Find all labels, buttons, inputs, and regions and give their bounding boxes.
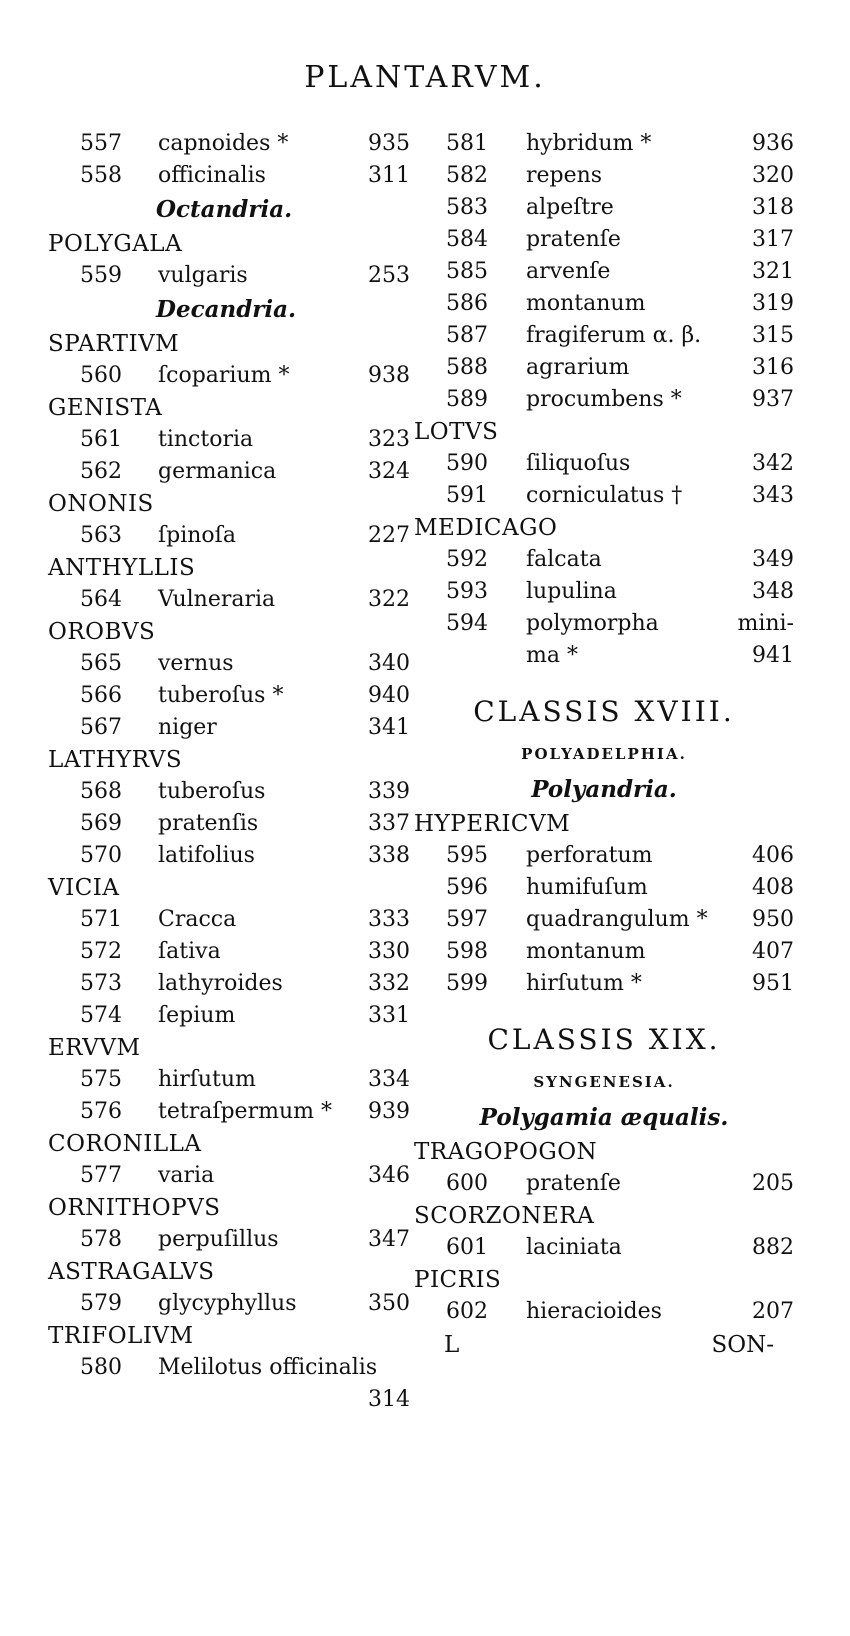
species-number: 579 (80, 1291, 122, 1316)
species-number: 573 (80, 971, 122, 996)
page-reference: 323 (368, 427, 410, 452)
species-entry-584 (414, 224, 794, 256)
species-entry-557 (48, 128, 410, 160)
species-name: niger (158, 715, 217, 740)
species-name: Melilotus officinalis (158, 1355, 378, 1380)
species-name: ſativa (158, 939, 221, 964)
page-reference: 333 (368, 907, 410, 932)
species-entry-594-continued (414, 640, 794, 672)
species-number: 560 (80, 363, 122, 388)
page-reference: 318 (752, 195, 794, 220)
species-number: 565 (80, 651, 122, 676)
species-entry-581 (414, 128, 794, 160)
species-entry-576 (48, 1096, 410, 1128)
species-number: 569 (80, 811, 122, 836)
species-entry-591 (414, 480, 794, 512)
species-number: 591 (446, 483, 488, 508)
order-heading-polygamia: Polygamia æqualis. (479, 1104, 729, 1131)
species-number: 584 (446, 227, 488, 252)
page-reference: 334 (368, 1067, 410, 1092)
species-entry-587 (414, 320, 794, 352)
classis-heading-xix: CLASSIS XIX. (487, 1023, 721, 1056)
species-entry-598 (414, 936, 794, 968)
page-reference: 350 (368, 1291, 410, 1316)
species-entry-583 (414, 192, 794, 224)
genus-heading-ornithopus: ORNITHOPVS (48, 1195, 221, 1221)
page-reference: 338 (368, 843, 410, 868)
genus-heading-vicia: VICIA (48, 875, 120, 901)
species-number: 568 (80, 779, 122, 804)
species-name: glycyphyllus (158, 1291, 297, 1316)
species-number: 601 (446, 1235, 488, 1260)
spacer (414, 1000, 794, 1016)
species-number: 559 (80, 263, 122, 288)
genus-heading-medicago: MEDICAGO (414, 515, 558, 541)
species-number: 596 (446, 875, 488, 900)
species-name: falcata (526, 547, 602, 572)
species-entry-558 (48, 160, 410, 192)
species-entry-559 (48, 260, 410, 292)
page-reference: 319 (752, 291, 794, 316)
page-reference: 339 (368, 779, 410, 804)
species-number: 585 (446, 259, 488, 284)
species-entry-570 (48, 840, 410, 872)
genus-heading-lathyrus: LATHYRVS (48, 747, 183, 773)
species-name: tetraſpermum * (158, 1099, 332, 1124)
species-entry-571 (48, 904, 410, 936)
species-name: latifolius (158, 843, 255, 868)
species-name: perforatum (526, 843, 653, 868)
species-name: Vulneraria (158, 587, 276, 612)
species-number: 600 (446, 1171, 488, 1196)
page-reference: 337 (368, 811, 410, 836)
species-entry-595 (414, 840, 794, 872)
species-name: pratenſe (526, 227, 621, 252)
page-reference: 316 (752, 355, 794, 380)
species-name: montanum (526, 291, 646, 316)
species-number: 598 (446, 939, 488, 964)
page-reference: 207 (752, 1299, 794, 1324)
species-entry-565 (48, 648, 410, 680)
page-reference: 951 (752, 971, 794, 996)
genus-heading-spartium: SPARTIVM (48, 331, 180, 357)
page-reference: 227 (368, 523, 410, 548)
page-reference: 406 (752, 843, 794, 868)
page-reference: 331 (368, 1003, 410, 1028)
page-footer (414, 1328, 794, 1362)
page-reference: 950 (752, 907, 794, 932)
species-entry-585 (414, 256, 794, 288)
species-name: hirſutum (158, 1067, 256, 1092)
page-reference: 317 (752, 227, 794, 252)
species-name: vulgaris (158, 263, 248, 288)
page-reference: 348 (752, 579, 794, 604)
species-entry-578 (48, 1224, 410, 1256)
species-number: 586 (446, 291, 488, 316)
species-name: hieracioides (526, 1299, 662, 1324)
genus-heading-anthyllis: ANTHYLLIS (48, 555, 196, 581)
species-name: ſpinoſa (158, 523, 236, 548)
species-number: 578 (80, 1227, 122, 1252)
species-name: Cracca (158, 907, 237, 932)
species-name: varia (158, 1163, 215, 1188)
species-entry-586 (414, 288, 794, 320)
species-number: 580 (80, 1355, 122, 1380)
species-name: procumbens * (526, 387, 682, 412)
order-heading-polyandria: Polyandria. (531, 776, 677, 803)
species-name: germanica (158, 459, 277, 484)
page-reference: 343 (752, 483, 794, 508)
species-name: arvenſe (526, 259, 611, 284)
species-number: 602 (446, 1299, 488, 1324)
species-name: humifuſum (526, 875, 648, 900)
species-number: 597 (446, 907, 488, 932)
species-entry-574 (48, 1000, 410, 1032)
species-name: quadrangulum * (526, 907, 708, 932)
species-name: pratenſis (158, 811, 259, 836)
species-number: 587 (446, 323, 488, 348)
genus-heading-hypericum: HYPERICVM (414, 811, 571, 837)
species-name: montanum (526, 939, 646, 964)
species-entry-564 (48, 584, 410, 616)
page-reference: 941 (752, 643, 794, 668)
species-number: 576 (80, 1099, 122, 1124)
page-reference: 330 (368, 939, 410, 964)
species-entry-573 (48, 968, 410, 1000)
genus-heading-lotus: LOTVS (414, 419, 499, 445)
page-reference: 253 (368, 263, 410, 288)
species-number: 581 (446, 131, 488, 156)
page-reference: 320 (752, 163, 794, 188)
classis-heading-xviii: CLASSIS XVIII. (473, 695, 735, 728)
page-reference: 938 (368, 363, 410, 388)
species-entry-569 (48, 808, 410, 840)
page-reference: 314 (368, 1387, 410, 1412)
species-number: 595 (446, 843, 488, 868)
page-reference: 939 (368, 1099, 410, 1124)
genus-heading-astragalus: ASTRAGALVS (48, 1259, 215, 1285)
species-number: 590 (446, 451, 488, 476)
left-column (48, 128, 410, 1416)
species-entry-567 (48, 712, 410, 744)
species-number: 574 (80, 1003, 122, 1028)
species-number: 593 (446, 579, 488, 604)
species-number: 557 (80, 131, 122, 156)
species-entry-561 (48, 424, 410, 456)
species-name: polymorpha (526, 611, 659, 636)
species-name: ſiliquoſus (526, 451, 631, 476)
species-entry-560 (48, 360, 410, 392)
order-heading-decandria: Decandria. (156, 296, 297, 323)
species-name: lathyroides (158, 971, 283, 996)
page-title: PLANTARVM. (304, 60, 546, 95)
genus-heading-ervum: ERVVM (48, 1035, 141, 1061)
page-reference: 408 (752, 875, 794, 900)
species-name: alpeſtre (526, 195, 614, 220)
species-number: 583 (446, 195, 488, 220)
species-entry-592 (414, 544, 794, 576)
genus-heading-coronilla: CORONILLA (48, 1131, 202, 1157)
signature-mark: L (444, 1332, 460, 1358)
species-name: fragiferum α. β. (526, 323, 702, 348)
page-reference: 935 (368, 131, 410, 156)
species-name: perpuſillus (158, 1227, 279, 1252)
page-reference: 340 (368, 651, 410, 676)
species-entry-579 (48, 1288, 410, 1320)
species-name: hirſutum * (526, 971, 642, 996)
species-number: 572 (80, 939, 122, 964)
species-entry-580-continued (48, 1384, 410, 1416)
page-reference: 322 (368, 587, 410, 612)
genus-heading-polygala: POLYGALA (48, 231, 183, 257)
species-entry-568 (48, 776, 410, 808)
species-entry-580 (48, 1352, 410, 1384)
page-reference: 347 (368, 1227, 410, 1252)
genus-heading-scorzonera: SCORZONERA (414, 1203, 595, 1229)
page-reference: 936 (752, 131, 794, 156)
species-entry-563 (48, 520, 410, 552)
genus-heading-orobus: OROBVS (48, 619, 156, 645)
genus-heading-picris: PICRIS (414, 1267, 502, 1293)
order-heading-octandria: Octandria. (156, 196, 293, 223)
species-name: ſcoparium * (158, 363, 290, 388)
species-name: tinctoria (158, 427, 254, 452)
species-entry-575 (48, 1064, 410, 1096)
species-name: tuberoſus (158, 779, 266, 804)
species-name: officinalis (158, 163, 266, 188)
species-name: hybridum * (526, 131, 652, 156)
page-reference: 332 (368, 971, 410, 996)
genus-heading-ononis: ONONIS (48, 491, 154, 517)
page-reference: 315 (752, 323, 794, 348)
right-column (414, 128, 794, 1362)
page-reference: 940 (368, 683, 410, 708)
species-number: 592 (446, 547, 488, 572)
page-reference: 205 (752, 1171, 794, 1196)
species-number: 566 (80, 683, 122, 708)
genus-heading-tragopogon: TRAGOPOGON (414, 1139, 598, 1165)
species-name: capnoides * (158, 131, 289, 156)
species-number: 588 (446, 355, 488, 380)
species-entry-577 (48, 1160, 410, 1192)
species-number: 561 (80, 427, 122, 452)
species-number: 562 (80, 459, 122, 484)
species-number: 582 (446, 163, 488, 188)
species-name: agrarium (526, 355, 630, 380)
page-reference: 311 (368, 163, 410, 188)
species-number: 599 (446, 971, 488, 996)
species-number: 589 (446, 387, 488, 412)
species-name: lupulina (526, 579, 617, 604)
species-entry-562 (48, 456, 410, 488)
spacer (414, 672, 794, 688)
page-reference: mini- (737, 611, 794, 636)
page-reference: 937 (752, 387, 794, 412)
species-number: 570 (80, 843, 122, 868)
species-name: laciniata (526, 1235, 622, 1260)
species-name: ma * (526, 643, 578, 668)
species-entry-566 (48, 680, 410, 712)
species-number: 558 (80, 163, 122, 188)
species-entry-602 (414, 1296, 794, 1328)
species-entry-601 (414, 1232, 794, 1264)
species-entry-590 (414, 448, 794, 480)
species-entry-600 (414, 1168, 794, 1200)
genus-heading-trifolium: TRIFOLIVM (48, 1323, 194, 1349)
species-name: ſepium (158, 1003, 236, 1028)
species-entry-589 (414, 384, 794, 416)
species-number: 575 (80, 1067, 122, 1092)
species-number: 594 (446, 611, 488, 636)
species-name: tuberoſus * (158, 683, 284, 708)
species-entry-588 (414, 352, 794, 384)
page-reference: 342 (752, 451, 794, 476)
page-reference: 407 (752, 939, 794, 964)
catchword: SON- (711, 1332, 774, 1358)
page-reference: 324 (368, 459, 410, 484)
species-entry-582 (414, 160, 794, 192)
species-entry-596 (414, 872, 794, 904)
page-reference: 882 (752, 1235, 794, 1260)
page-reference: 346 (368, 1163, 410, 1188)
genus-heading-genista: GENISTA (48, 395, 163, 421)
species-entry-599 (414, 968, 794, 1000)
species-name: vernus (158, 651, 234, 676)
page-reference: 321 (752, 259, 794, 284)
species-entry-593 (414, 576, 794, 608)
species-number: 571 (80, 907, 122, 932)
species-name: repens (526, 163, 603, 188)
species-entry-597 (414, 904, 794, 936)
species-entry-572 (48, 936, 410, 968)
species-number: 567 (80, 715, 122, 740)
species-name: corniculatus † (526, 483, 683, 508)
page-reference: 341 (368, 715, 410, 740)
subclass-heading-syngenesia: SYNGENESIA. (533, 1073, 675, 1091)
subclass-heading-polyadelphia: POLYADELPHIA. (521, 745, 687, 763)
page-reference: 349 (752, 547, 794, 572)
species-number: 564 (80, 587, 122, 612)
species-name: pratenſe (526, 1171, 621, 1196)
species-number: 563 (80, 523, 122, 548)
species-entry-594 (414, 608, 794, 640)
species-number: 577 (80, 1163, 122, 1188)
